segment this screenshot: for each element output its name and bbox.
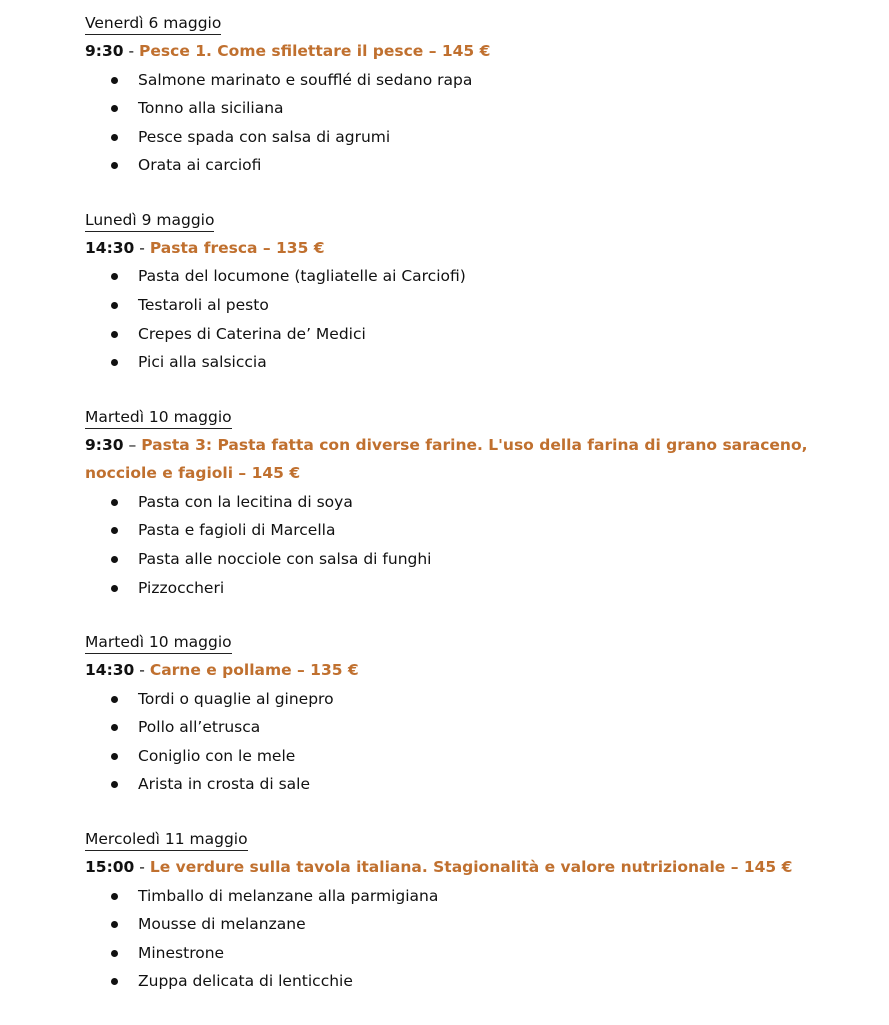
list-item xyxy=(85,320,815,349)
dish-list xyxy=(85,488,815,602)
bullet-icon xyxy=(111,359,118,366)
bullet-icon xyxy=(111,893,118,900)
session-separator: - xyxy=(128,42,135,60)
dish-list xyxy=(85,262,815,376)
list-item xyxy=(85,939,815,968)
session-5 xyxy=(85,828,815,996)
list-item xyxy=(85,94,815,123)
bullet-icon xyxy=(111,134,118,141)
list-item xyxy=(85,882,815,911)
bullet-icon xyxy=(111,978,118,985)
session-date: Lunedì 9 maggio xyxy=(85,209,214,232)
dish-name: Pizzoccheri xyxy=(138,578,225,597)
list-item xyxy=(85,770,815,799)
bullet-icon xyxy=(111,781,118,788)
session-separator: - xyxy=(139,238,145,257)
dish-name: Minestrone xyxy=(138,943,225,962)
bullet-icon xyxy=(111,499,118,506)
session-separator: - xyxy=(139,858,145,876)
bullet-icon xyxy=(111,921,118,928)
session-time: 15:00 xyxy=(85,858,135,876)
bullet-icon xyxy=(111,950,118,957)
session-date: Martedì 10 maggio xyxy=(85,631,232,654)
list-item xyxy=(85,348,815,377)
course-title: Pasta 3: Pasta fatta con diverse farine. L'uso della farina di grano saraceno, nocciole e fagioli – 145 € xyxy=(85,435,808,483)
dish-name: Pasta e fagioli di Marcella xyxy=(138,521,336,540)
session-date: Venerdì 6 maggio xyxy=(85,12,221,35)
bullet-icon xyxy=(111,527,118,534)
list-item xyxy=(85,574,815,603)
session-2 xyxy=(85,209,815,377)
dish-list xyxy=(85,66,815,180)
bullet-icon xyxy=(111,331,118,338)
dish-name: Timballo di melanzane alla parmigiana xyxy=(138,886,439,905)
session-separator: - xyxy=(139,661,145,680)
dish-name: Pasta del locumone (tagliatelle ai Carciofi) xyxy=(138,267,466,286)
session-separator: – xyxy=(128,435,137,454)
course-title: Pesce 1. Come sfilettare il pesce – 145 € xyxy=(139,42,491,60)
list-item xyxy=(85,262,815,291)
dish-name: Tordi o quaglie al ginepro xyxy=(138,689,334,708)
bullet-icon xyxy=(111,162,118,169)
document-body xyxy=(85,12,815,1025)
session-3 xyxy=(85,406,815,602)
bullet-icon xyxy=(111,556,118,563)
bullet-icon xyxy=(111,105,118,112)
bullet-icon xyxy=(111,302,118,309)
list-item xyxy=(85,488,815,517)
dish-name: Pasta con la lecitina di soya xyxy=(138,492,353,511)
dish-list xyxy=(85,685,815,799)
session-heading xyxy=(85,853,815,882)
list-item xyxy=(85,516,815,545)
course-title: Pasta fresca – 135 € xyxy=(149,238,325,257)
bullet-icon xyxy=(111,696,118,703)
list-item xyxy=(85,123,815,152)
dish-name: Crepes di Caterina de’ Medici xyxy=(138,324,366,343)
list-item xyxy=(85,151,815,180)
bullet-icon xyxy=(111,724,118,731)
bullet-icon xyxy=(111,273,118,280)
dish-name: Pesce spada con salsa di agrumi xyxy=(138,127,391,146)
session-time: 9:30 xyxy=(85,42,124,60)
list-item xyxy=(85,66,815,95)
dish-name: Tonno alla siciliana xyxy=(138,99,284,118)
list-item xyxy=(85,713,815,742)
bullet-icon xyxy=(111,753,118,760)
dish-name: Mousse di melanzane xyxy=(138,915,306,934)
session-heading xyxy=(85,234,815,263)
bullet-icon xyxy=(111,77,118,84)
list-item xyxy=(85,685,815,714)
dish-name: Coniglio con le mele xyxy=(138,746,296,765)
session-date: Martedì 10 maggio xyxy=(85,406,232,429)
session-date: Mercoledì 11 maggio xyxy=(85,828,248,851)
dish-name: Zuppa delicata di lenticchie xyxy=(138,972,353,991)
list-item xyxy=(85,545,815,574)
session-1 xyxy=(85,12,815,180)
list-item xyxy=(85,291,815,320)
dish-name: Testaroli al pesto xyxy=(138,295,269,314)
session-time: 9:30 xyxy=(85,435,124,454)
dish-name: Pasta alle nocciole con salsa di funghi xyxy=(138,549,432,568)
course-title: Le verdure sulla tavola italiana. Stagionalità e valore nutrizionale – 145 € xyxy=(149,858,793,876)
session-heading xyxy=(85,37,815,66)
dish-name: Orata ai carciofi xyxy=(138,156,262,175)
session-4 xyxy=(85,631,815,799)
dish-list xyxy=(85,882,815,996)
session-time: 14:30 xyxy=(85,238,135,257)
dish-name: Arista in crosta di sale xyxy=(138,775,311,794)
bullet-icon xyxy=(111,585,118,592)
dish-name: Pollo all’etrusca xyxy=(138,718,261,737)
session-heading xyxy=(85,431,815,488)
list-item xyxy=(85,910,815,939)
session-time: 14:30 xyxy=(85,661,135,680)
session-heading xyxy=(85,656,815,685)
list-item xyxy=(85,967,815,996)
list-item xyxy=(85,742,815,771)
course-title: Carne e pollame – 135 € xyxy=(149,661,359,680)
dish-name: Salmone marinato e soufflé di sedano rapa xyxy=(138,70,473,89)
dish-name: Pici alla salsiccia xyxy=(138,353,267,372)
